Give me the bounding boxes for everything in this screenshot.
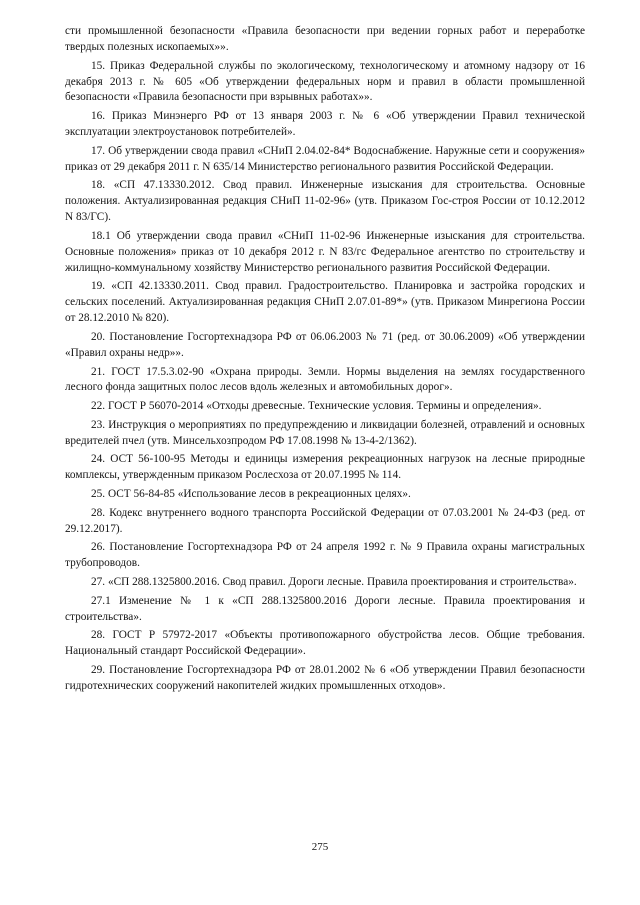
list-item-15: 15. Приказ Федеральной службы по экологическому, технологическому и атомному надзору от 16 декабря 2013 г. № 605 «Об утверждении федеральных норм и правил в области промышленной безопасности «Правила безопасности при взрывных работах»».	[65, 59, 585, 104]
list-item-28: 28. ГОСТ Р 57972-2017 «Объекты противопожарного обустройства лесов. Общие требования. Национальный стандарт Российской Федерации».	[65, 629, 585, 658]
list-item-20: 20. Постановление Госгортехнадзора РФ от 06.06.2003 № 71 (ред. от 30.06.2009) «Об утверждении «Правил охраны недр»».	[65, 330, 585, 359]
list-item-28-codex: 28. Кодекс внутреннего водного транспорта Российской Федерации от 07.03.2001 № 24-ФЗ (ред. от 29.12.2017).	[65, 506, 585, 535]
list-item-18-1: 18.1 Об утверждении свода правил «СНиП 11-02-96 Инженерные изыскания для строительства. Основные положения» приказ от 10 декабря 2012 г. N 83/гс Федеральное агентство по строительству и жилищно-коммунальному хозяйству Министерство регионального развития Российской Федерации.	[65, 229, 585, 274]
list-item-26: 26. Постановление Госгортехнадзора РФ от 24 апреля 1992 г. № 9 Правила охраны магистральных трубопроводов.	[65, 541, 585, 570]
list-item-27-1: 27.1 Изменение № 1 к «СП 288.1325800.2016 Дороги лесные. Правила проектирования и строительства».	[65, 594, 585, 623]
list-item-16: 16. Приказ Минэнерго РФ от 13 января 2003 г. № 6 «Об утверждении Правил технической эксплуатации электроустановок потребителей».	[65, 110, 585, 139]
list-item-17: 17. Об утверждении свода правил «СНиП 2.04.02-84* Водоснабжение. Наружные сети и сооружения» приказ от 29 декабря 2011 г. N 635/14 Министерство регионального развития Российской Федерации.	[65, 144, 585, 173]
document-body	[65, 24, 585, 697]
list-item-24: 24. ОСТ 56-100-95 Методы и единицы измерения рекреационных нагрузок на лесные природные комплексы, утвержденным приказом Рослесхоза от 20.07.1995 № 114.	[65, 453, 585, 482]
list-item-19: 19. «СП 42.13330.2011. Свод правил. Градостроительство. Планировка и застройка городских и сельских поселений. Актуализированная редакция СНиП 2.07.01-89*» (утв. Приказом Минрегиона России от 28.12.2010 № 820).	[65, 280, 585, 325]
page-number: 275	[311, 841, 329, 853]
list-item-18: 18. «СП 47.13330.2012. Свод правил. Инженерные изыскания для строительства. Основные положения. Актуализированная редакция СНиП 11-02-96» (утв. Приказом Гос-строя России от 10.12.2012 N 83/ГС).	[65, 179, 585, 224]
list-item-29: 29. Постановление Госгортехнадзора РФ от 28.01.2002 № 6 «Об утверждении Правил безопасности гидротехнических сооружений накопителей жидких промышленных отходов».	[65, 663, 585, 692]
list-item-21: 21. ГОСТ 17.5.3.02-90 «Охрана природы. Земли. Нормы выделения на землях государственного лесного фонда защитных полос лесов вдоль железных и автомобильных дорог».	[65, 365, 585, 394]
list-item-27: 27. «СП 288.1325800.2016. Свод правил. Дороги лесные. Правила проектирования и строительства».	[91, 575, 577, 588]
list-item-23: 23. Инструкция о мероприятиях по предупреждению и ликвидации болезней, отравлений и основных вредителей пчел (утв. Минсельхозпродом РФ 17.08.1998 № 13-4-2/1362).	[65, 418, 585, 447]
paragraph-continuation: сти промышленной безопасности «Правила безопасности при ведении горных работ и переработке твердых полезных ископаемых»».	[65, 25, 585, 53]
list-item-22: 22. ГОСТ Р 56070-2014 «Отходы древесные. Технические условия. Термины и определения».	[91, 400, 542, 413]
list-item-25: 25. ОСТ 56-84-85 «Использование лесов в рекреационных целях».	[91, 488, 411, 501]
